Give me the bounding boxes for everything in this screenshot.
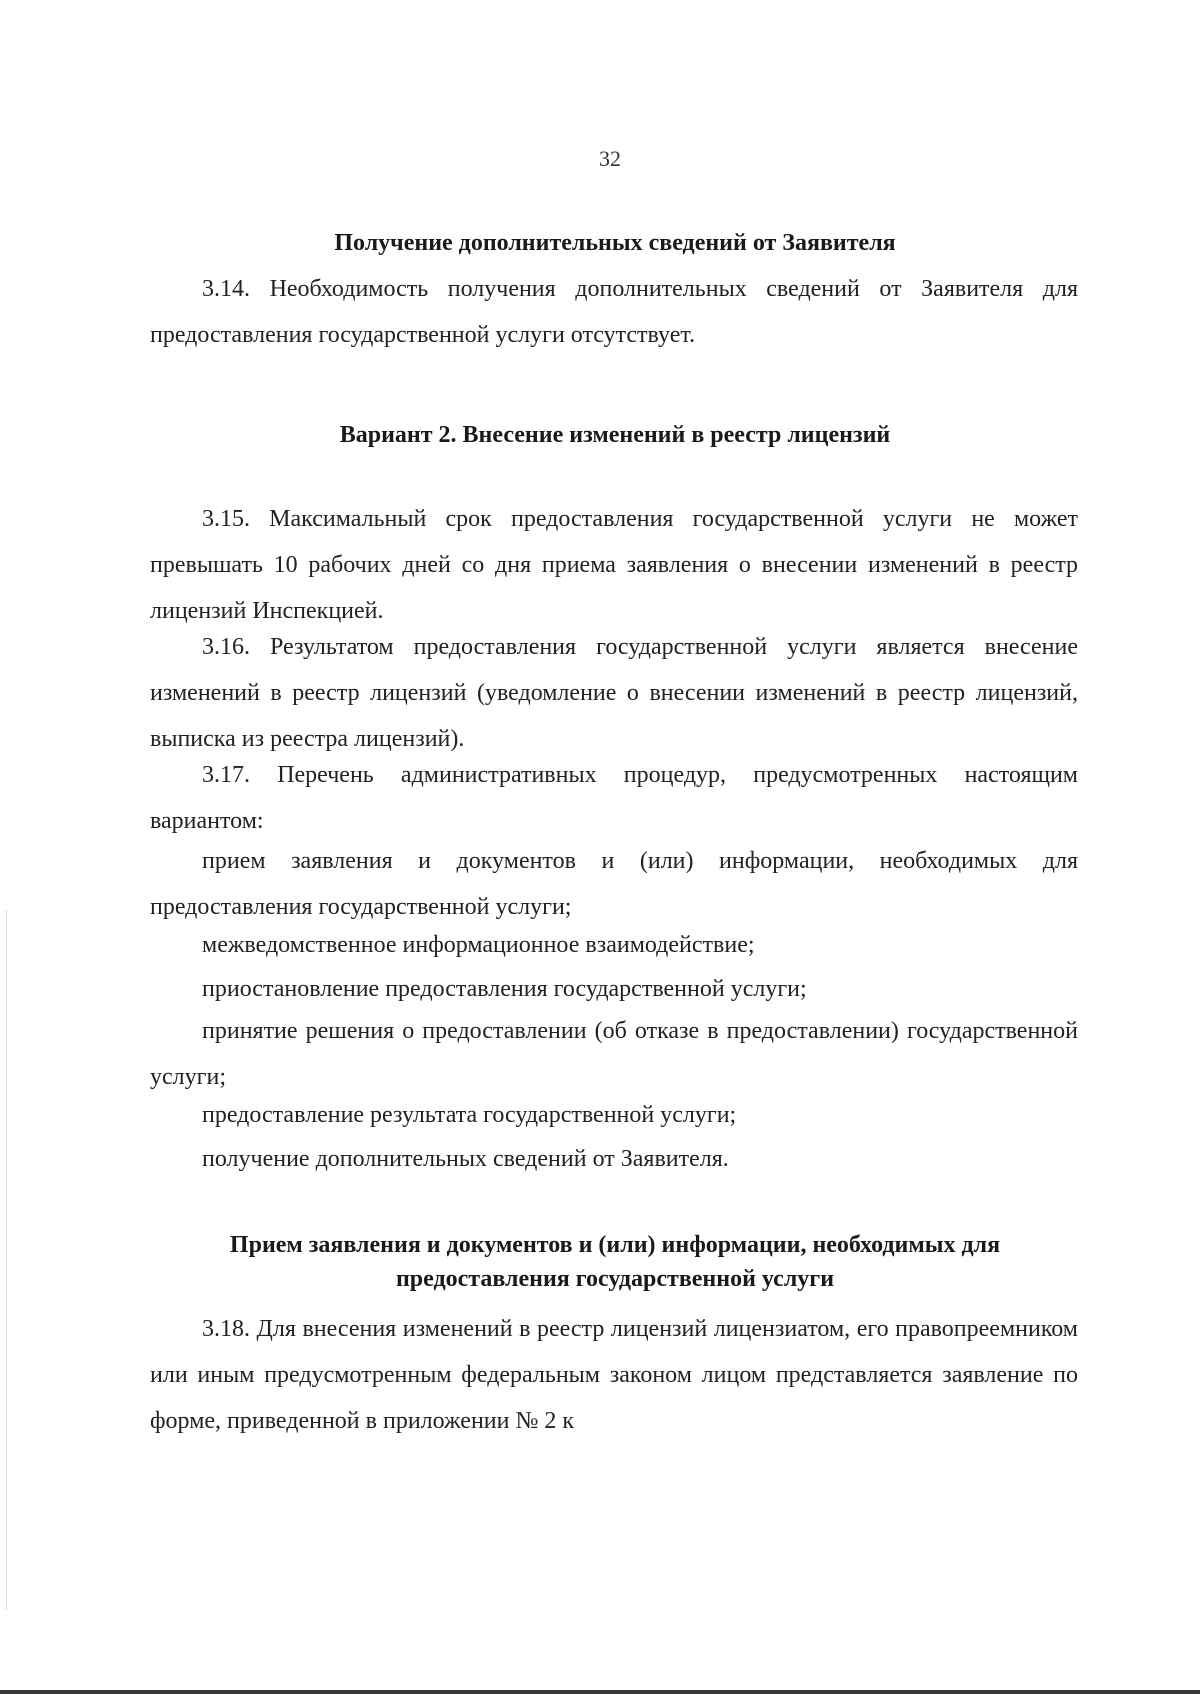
list-item: принятие решения о предоставлении (об отказе в предоставлении) государственной услуги; <box>150 1018 1078 1090</box>
section-heading-application-intake: Прием заявления и документов и (или) информации, необходимых для предоставления государственной услуги <box>229 1232 1001 1292</box>
section-heading-variant-2: Вариант 2. Внесение изменений в реестр лицензий <box>339 422 891 448</box>
list-item: прием заявления и документов и (или) информации, необходимых для предоставления государственной услуги; <box>150 848 1078 920</box>
scan-edge-left <box>6 910 7 1610</box>
list-item: предоставление результата государственной услуги; <box>202 1102 737 1128</box>
paragraph-3-18: 3.18. Для внесения изменений в реестр лицензий лицензиатом, его правопреемником или иным предусмотренным федеральным законом лицом представляется заявление по форме, приведенной в приложении № 2 к <box>150 1316 1078 1434</box>
list-item: межведомственное информационное взаимодействие; <box>202 932 755 958</box>
paragraph-3-16: 3.16. Результатом предоставления государственной услуги является внесение изменений в реестр лицензий (уведомление о внесении изменений в реестр лицензий, выписка из реестра лицензий). <box>150 634 1078 752</box>
list-item: получение дополнительных сведений от Заявителя. <box>202 1146 729 1172</box>
paragraph-3-14: 3.14. Необходимость получения дополнительных сведений от Заявителя для предоставления государственной услуги отсутствует. <box>150 276 1078 348</box>
scan-edge-bottom <box>0 1690 1200 1694</box>
list-item: приостановление предоставления государственной услуги; <box>202 976 807 1002</box>
paragraph-3-17: 3.17. Перечень административных процедур, предусмотренных настоящим вариантом: <box>150 762 1078 834</box>
paragraph-3-15: 3.15. Максимальный срок предоставления государственной услуги не может превышать 10 рабочих дней со дня приема заявления о внесении изменений в реестр лицензий Инспекцией. <box>150 506 1078 624</box>
section-heading-additional-info: Получение дополнительных сведений от Заявителя <box>334 230 896 256</box>
page-number: 32 <box>599 146 621 171</box>
